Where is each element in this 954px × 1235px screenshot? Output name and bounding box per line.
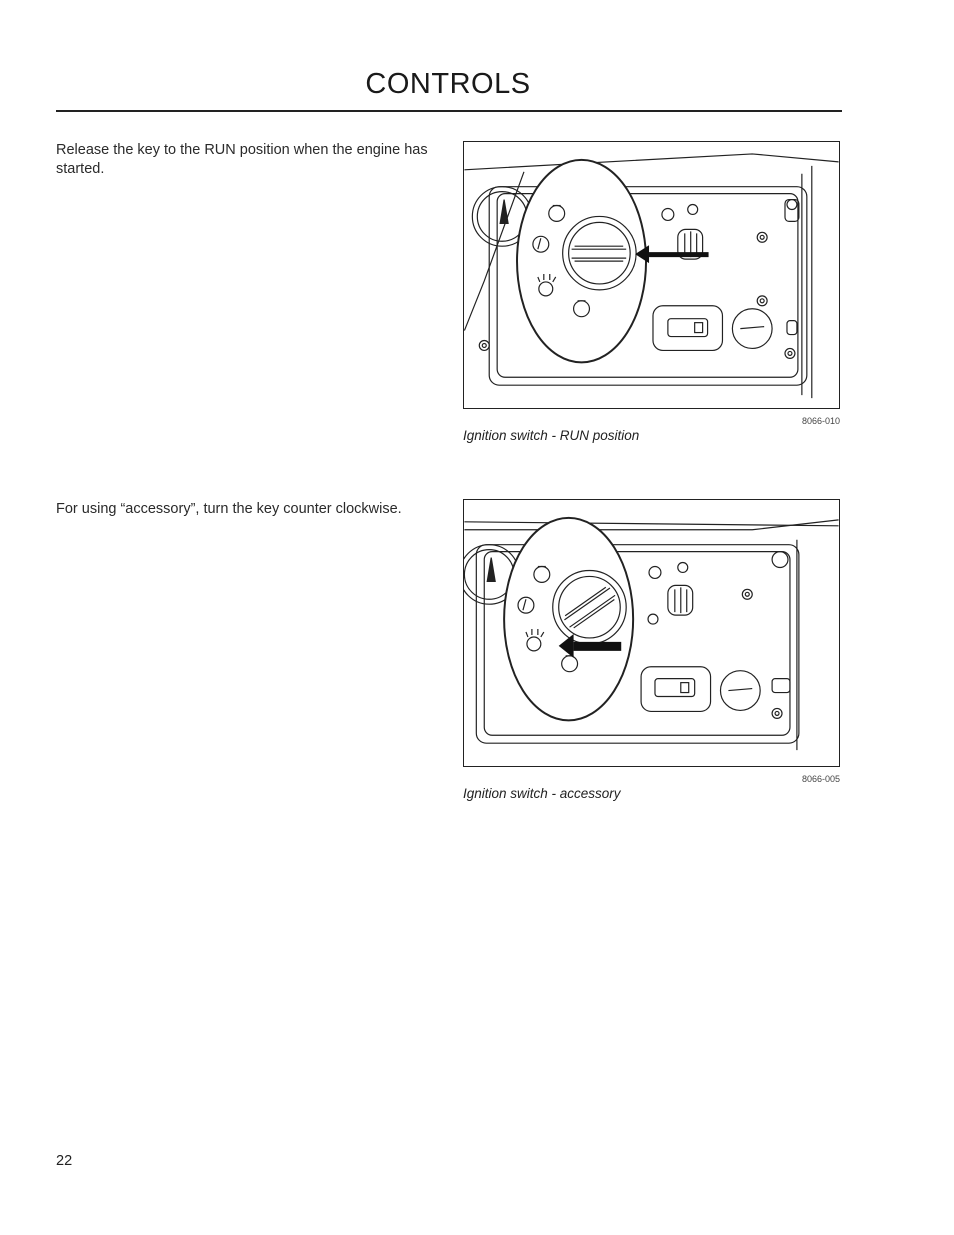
caption-accessory: Ignition switch - accessory — [463, 786, 621, 801]
figure-code-run: 8066-010 — [801, 416, 840, 426]
figure-ignition-run — [463, 141, 840, 409]
instruction-run: Release the key to the RUN position when the engine has started. — [56, 142, 428, 177]
figure-code-accessory: 8066-005 — [801, 774, 840, 784]
caption-run: Ignition switch - RUN position — [463, 428, 640, 443]
ignition-accessory-illustration — [464, 500, 839, 766]
instruction-accessory: For using “accessory”, turn the key counter clockwise. — [56, 501, 402, 517]
header-rule — [56, 110, 842, 112]
page-number: 22 — [56, 1153, 73, 1169]
figure-ignition-accessory — [463, 499, 840, 767]
page-title: CONTROLS — [365, 68, 531, 100]
ignition-run-illustration — [464, 142, 839, 408]
